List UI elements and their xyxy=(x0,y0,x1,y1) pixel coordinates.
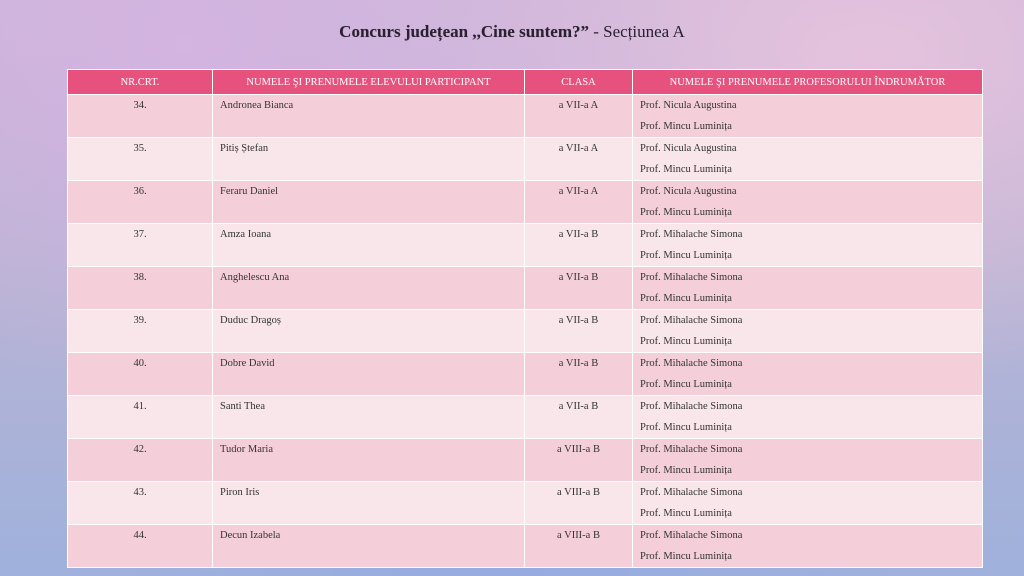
cell-teachers xyxy=(633,396,983,439)
teacher-secondary: Prof. Mincu Luminița xyxy=(640,422,732,433)
cell-teachers xyxy=(633,525,983,568)
table-row xyxy=(68,95,983,138)
teacher-primary: Prof. Mihalache Simona xyxy=(640,358,743,369)
teacher-secondary: Prof. Mincu Luminița xyxy=(640,508,732,519)
teacher-secondary: Prof. Mincu Luminița xyxy=(640,250,732,261)
cell-nr: 37. xyxy=(68,224,213,267)
cell-student-name: Tudor Maria xyxy=(213,439,525,482)
cell-student-name: Feraru Daniel xyxy=(213,181,525,224)
cell-nr: 44. xyxy=(68,525,213,568)
cell-teachers xyxy=(633,439,983,482)
header-student-name: NUMELE ŞI PRENUMELE ELEVULUI PARTICIPANT xyxy=(213,70,525,95)
table-row xyxy=(68,439,983,482)
cell-student-name: Santi Thea xyxy=(213,396,525,439)
table-header-row xyxy=(68,70,983,95)
cell-class: a VIII-a B xyxy=(525,482,633,525)
cell-teachers xyxy=(633,138,983,181)
table-row xyxy=(68,525,983,568)
table-row xyxy=(68,396,983,439)
cell-class: a VII-a B xyxy=(525,310,633,353)
cell-student-name: Duduc Dragoș xyxy=(213,310,525,353)
cell-student-name: Pitiș Ștefan xyxy=(213,138,525,181)
teacher-primary: Prof. Mihalache Simona xyxy=(640,229,743,240)
teacher-primary: Prof. Mihalache Simona xyxy=(640,530,743,541)
cell-student-name: Dobre David xyxy=(213,353,525,396)
cell-teachers xyxy=(633,353,983,396)
cell-student-name: Amza Ioana xyxy=(213,224,525,267)
teacher-primary: Prof. Mihalache Simona xyxy=(640,487,743,498)
table-row xyxy=(68,181,983,224)
cell-class: a VII-a B xyxy=(525,396,633,439)
header-teacher-name: NUMELE ŞI PRENUMELE PROFESORULUI ÎNDRUMĂTOR xyxy=(633,70,983,95)
header-nr: NR.CRT. xyxy=(68,70,213,95)
teacher-secondary: Prof. Mincu Luminița xyxy=(640,164,732,175)
cell-nr: 43. xyxy=(68,482,213,525)
cell-student-name: Decun Izabela xyxy=(213,525,525,568)
cell-nr: 42. xyxy=(68,439,213,482)
cell-nr: 38. xyxy=(68,267,213,310)
cell-nr: 35. xyxy=(68,138,213,181)
teacher-secondary: Prof. Mincu Luminița xyxy=(640,121,732,132)
cell-class: a VII-a A xyxy=(525,138,633,181)
participants-table xyxy=(67,69,983,568)
cell-teachers xyxy=(633,482,983,525)
cell-teachers xyxy=(633,95,983,138)
teacher-primary: Prof. Mihalache Simona xyxy=(640,401,743,412)
cell-nr: 36. xyxy=(68,181,213,224)
cell-nr: 34. xyxy=(68,95,213,138)
title-contest-name: Concurs județean ,,Cine suntem?” xyxy=(339,22,589,41)
teacher-primary: Prof. Nicula Augustina xyxy=(640,100,737,111)
teacher-primary: Prof. Mihalache Simona xyxy=(640,444,743,455)
cell-nr: 39. xyxy=(68,310,213,353)
cell-student-name: Anghelescu Ana xyxy=(213,267,525,310)
table-row xyxy=(68,267,983,310)
cell-class: a VII-a B xyxy=(525,224,633,267)
cell-class: a VII-a A xyxy=(525,181,633,224)
teacher-secondary: Prof. Mincu Luminița xyxy=(640,207,732,218)
cell-class: a VII-a B xyxy=(525,267,633,310)
cell-teachers xyxy=(633,310,983,353)
participants-table-container xyxy=(67,69,982,568)
teacher-primary: Prof. Mihalache Simona xyxy=(640,315,743,326)
table-row xyxy=(68,138,983,181)
table-row xyxy=(68,310,983,353)
table-row xyxy=(68,224,983,267)
teacher-secondary: Prof. Mincu Luminița xyxy=(640,465,732,476)
slide-title xyxy=(0,20,1024,44)
table-row xyxy=(68,482,983,525)
cell-teachers xyxy=(633,224,983,267)
cell-student-name: Andronea Bianca xyxy=(213,95,525,138)
header-class: CLASA xyxy=(525,70,633,95)
title-section: - Secțiunea A xyxy=(588,22,685,41)
teacher-secondary: Prof. Mincu Luminița xyxy=(640,293,732,304)
teacher-primary: Prof. Nicula Augustina xyxy=(640,143,737,154)
cell-nr: 41. xyxy=(68,396,213,439)
cell-student-name: Piron Iris xyxy=(213,482,525,525)
teacher-secondary: Prof. Mincu Luminița xyxy=(640,379,732,390)
cell-class: a VII-a A xyxy=(525,95,633,138)
table-body xyxy=(68,95,983,568)
cell-teachers xyxy=(633,267,983,310)
cell-class: a VII-a B xyxy=(525,353,633,396)
cell-class: a VIII-a B xyxy=(525,525,633,568)
table-row xyxy=(68,353,983,396)
teacher-primary: Prof. Nicula Augustina xyxy=(640,186,737,197)
cell-nr: 40. xyxy=(68,353,213,396)
teacher-secondary: Prof. Mincu Luminița xyxy=(640,551,732,562)
cell-teachers xyxy=(633,181,983,224)
cell-class: a VIII-a B xyxy=(525,439,633,482)
teacher-secondary: Prof. Mincu Luminița xyxy=(640,336,732,347)
teacher-primary: Prof. Mihalache Simona xyxy=(640,272,743,283)
